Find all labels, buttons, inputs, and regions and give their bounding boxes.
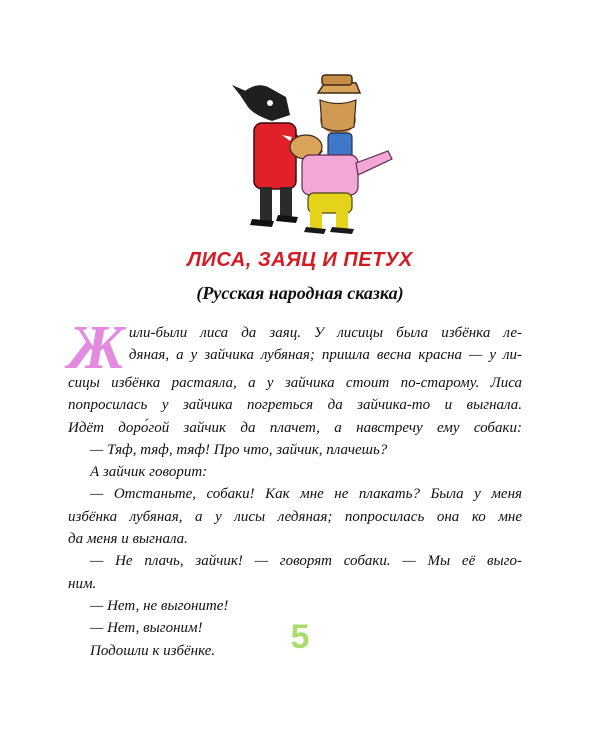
story-line: Подошли к избёнке.: [90, 642, 216, 659]
story-line: попросилась у зайчика погреться да зайчика-то и выгнала.: [68, 397, 522, 414]
story-line: — Отстаньте, собаки! Как мне не плакать? Была у меня: [90, 486, 522, 503]
story-line: избёнка лубяная, а у лисы ледяная; попросилась она ко мне: [68, 508, 522, 525]
story-line: Идёт доро́гой зайчик да плачет, а навстречу ему собаки:: [68, 419, 522, 436]
story-line: или-были лиса да заяц. У лисицы была избёнка ле-: [128, 325, 522, 341]
story-line: да меня и выгнала.: [68, 531, 188, 548]
story-line: А зайчик говорит:: [90, 464, 208, 481]
story-line: дяная, а у зайчика лубяная; пришла весна красна — у ли-: [128, 347, 522, 364]
story-line: — Тяф, тяф, тяф! Про что, зайчик, плачешь?: [90, 441, 388, 458]
dogs-illustration-svg: [210, 55, 400, 235]
story-line: — Нет, выгоним!: [90, 620, 203, 637]
story-text: [68, 314, 522, 662]
story-line: — Нет, не выгоните!: [90, 597, 229, 614]
story-subtitle: (Русская народная сказка): [196, 283, 404, 303]
story-title: ЛИСА, ЗАЯЦ И ПЕТУХ: [187, 249, 413, 271]
drop-cap: Ж: [68, 314, 125, 382]
story-line: — Не плачь, зайчик! — говорят собаки. — Мы её выго-: [90, 553, 522, 570]
page-number: 5: [290, 618, 310, 656]
illustration-dogs: [210, 55, 400, 235]
story-line: сицы избёнка растаяла, а у зайчика стоит по-старому. Лиса: [68, 375, 522, 391]
story-line: ним.: [68, 575, 97, 592]
